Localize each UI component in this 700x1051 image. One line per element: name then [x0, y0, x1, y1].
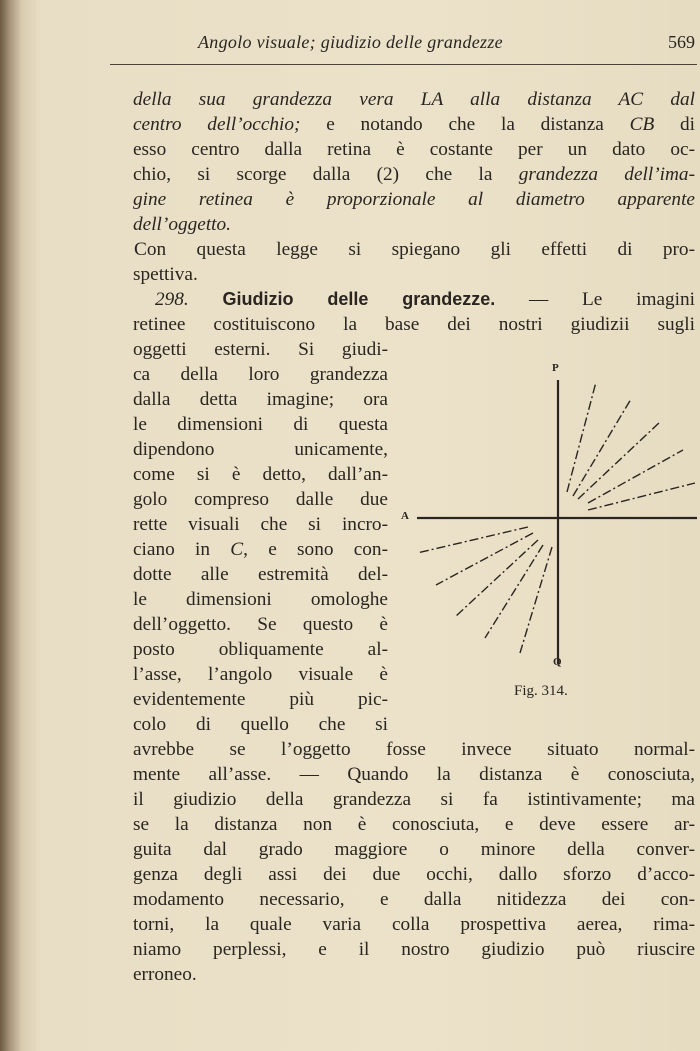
- text-segment: colo di quello che si: [133, 714, 388, 735]
- text-segment: C: [230, 539, 244, 560]
- text-segment: il giudizio della grandezza si fa istintivamente; ma: [133, 789, 695, 810]
- ray: [588, 483, 695, 510]
- ray: [578, 422, 660, 499]
- ray: [417, 527, 528, 553]
- text-segment: posto obliquamente al-: [133, 639, 388, 660]
- ray: [588, 450, 683, 503]
- visual-rays-upper: [567, 382, 695, 510]
- label-a: A: [401, 510, 409, 522]
- text-segment: CB: [629, 114, 655, 135]
- text-segment: evidentemente più pic-: [133, 689, 388, 710]
- text-segment: spettiva.: [133, 264, 198, 285]
- text-segment: e notando che la distanza: [326, 114, 630, 135]
- text-segment: erroneo.: [133, 964, 197, 985]
- text-segment: niamo perplessi, e il nostro giudizio può riuscire: [133, 939, 695, 960]
- label-p: P: [552, 362, 559, 374]
- text-segment: torni, la quale varia colla prospettiva aerea, rima-: [133, 914, 695, 935]
- ray: [485, 545, 543, 638]
- ray: [573, 399, 631, 496]
- text-segment: come si è detto, dall’an-: [133, 464, 388, 485]
- text-segment: le dimensioni di questa: [133, 414, 388, 435]
- text-segment: modamento necessario, e dalla nitidezza dei con-: [133, 889, 695, 910]
- text-segment: dipendono unicamente,: [133, 439, 388, 460]
- text-segment: gine retinea è proporzionale al diametro apparente: [133, 189, 695, 210]
- text-segment: dalla detta imagine; ora: [133, 389, 388, 410]
- text-segment: esso centro dalla retina è costante per un dato oc-: [133, 139, 695, 160]
- label-q: Q: [553, 656, 562, 668]
- text-segment: le dimensioni omologhe: [133, 589, 388, 610]
- section-heading: Giudizio delle grandezze.: [222, 289, 496, 309]
- text-segment: guita dal grado maggiore o minore della conver-: [133, 839, 695, 860]
- text-segment: dell’oggetto.: [133, 214, 231, 235]
- text-segment: genza degli assi dei due occhi, dallo sforzo d’acco-: [133, 864, 695, 885]
- text-segment: della sua grandezza vera LA alla distanza AC dal: [133, 89, 695, 110]
- text-segment: dotte alle estremità del-: [133, 564, 388, 585]
- text-segment: l’asse, l’angolo visuale è: [133, 664, 388, 685]
- ray: [436, 533, 533, 585]
- figure-caption: Fig. 314.: [514, 683, 568, 699]
- text-segment: dell’oggetto. Se questo è: [133, 614, 388, 635]
- text-segment: golo compreso dalle due: [133, 489, 388, 510]
- text-segment: , e sono con-: [243, 539, 388, 560]
- text-segment: Con questa legge si spiegano gli effetti di pro-: [134, 239, 695, 260]
- text-segment: — Le imagini: [495, 289, 695, 310]
- text-segment: centro dell’occhio;: [133, 114, 327, 135]
- text-segment: ca della loro grandezza: [133, 364, 388, 385]
- text-segment: ciano in: [133, 539, 231, 560]
- text-segment: di: [654, 114, 695, 135]
- text-segment: mente all’asse. — Quando la distanza è conosciuta,: [133, 764, 695, 785]
- ray: [456, 540, 538, 616]
- ray: [520, 547, 552, 653]
- text-segment: oggetti esterni. Si giudi-: [133, 339, 388, 360]
- running-title: Angolo visuale; giudizio delle grandezze: [198, 32, 503, 52]
- text-segment: retinee costituiscono la base dei nostri giudizii sugli: [133, 314, 695, 335]
- text-segment: se la distanza non è conosciuta, e deve essere ar-: [133, 814, 695, 835]
- text-segment: 298.: [155, 289, 223, 310]
- text-segment: grandezza dell’ima-: [518, 164, 695, 185]
- page-number: 569: [668, 32, 695, 52]
- ray: [567, 382, 596, 492]
- visual-rays-lower: [417, 527, 552, 653]
- text-segment: chio, si scorge dalla (2) che la: [133, 164, 519, 185]
- text-segment: avrebbe se l’oggetto fosse invece situato normal-: [133, 739, 695, 760]
- text-segment: rette visuali che si incro-: [133, 514, 388, 535]
